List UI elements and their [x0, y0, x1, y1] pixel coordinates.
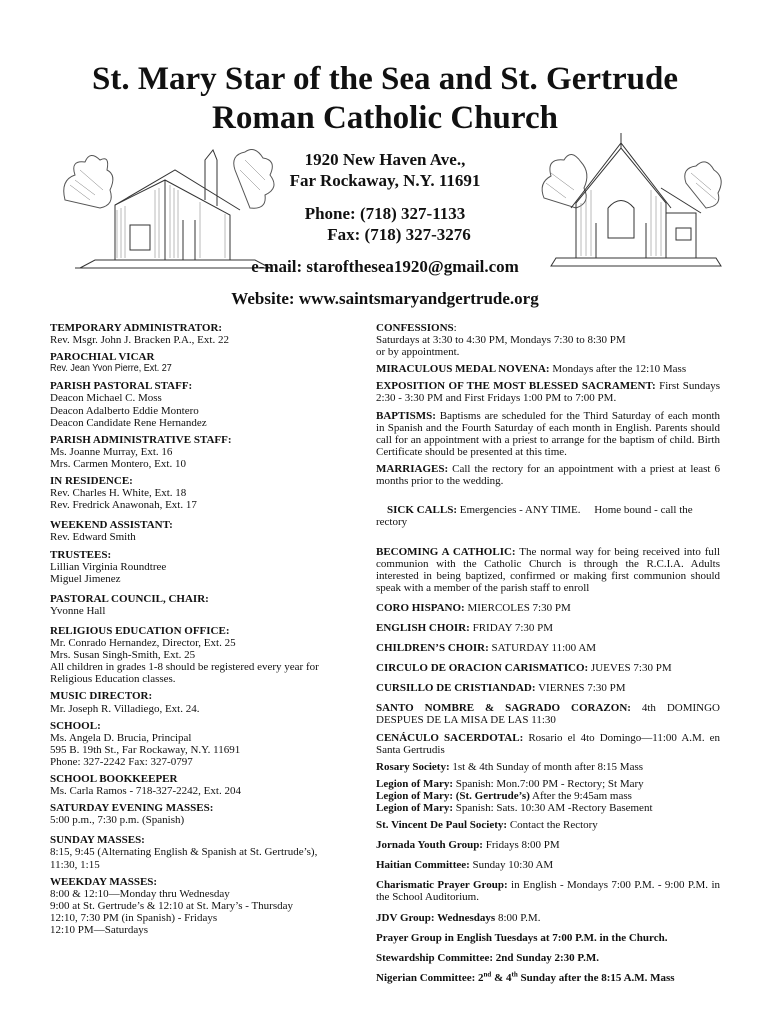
section-text: Deacon Adalberto Eddie Montero [50, 404, 199, 417]
section-text: Fridays 8:00 PM [482, 839, 560, 852]
section-label: PARISH ADMINISTRATIVE STAFF: [50, 433, 232, 446]
section-text: Rev. Jean Yvon Pierre, Ext. 27 [50, 363, 172, 375]
section-label: CORO HISPANO: [376, 601, 465, 614]
coro-hispano-section [376, 602, 720, 614]
section-text: 595 B. 19th St., Far Rockaway, N.Y. 11691 [50, 743, 241, 756]
section-text: Mrs. Susan Singh-Smith, Ext. 25 [50, 649, 196, 662]
website-link[interactable]: Website: www.saintsmaryandgertrude.org [231, 289, 539, 308]
section-text: Rev. Msgr. John J. Bracken P.A., Ext. 22 [50, 334, 229, 347]
vicar-section [50, 351, 350, 375]
section-text: Ms. Joanne Murray, Ext. 16 [50, 445, 173, 458]
rosary-section [376, 761, 720, 773]
section-text: Mr. Joseph R. Villadiego, Ext. 24. [50, 702, 200, 715]
fax: Fax: (718) 327-3276 [327, 225, 471, 244]
section-label: WEEKEND ASSISTANT: [50, 519, 173, 532]
section-label: MARRIAGES: [376, 462, 449, 475]
section-text: SATURDAY 11:00 AM [488, 642, 597, 655]
jornada-section [376, 839, 720, 851]
legion-of-mary-section [376, 778, 720, 814]
section-text: 11:30, 1:15 [50, 858, 100, 871]
residence-section [50, 475, 350, 511]
marriages-section [376, 463, 720, 487]
section-label: SICK CALLS: [387, 504, 457, 517]
stewardship-section [376, 952, 720, 964]
section-label: ENGLISH CHOIR: [376, 621, 470, 634]
administrative-staff-section [50, 434, 350, 470]
address-line1: 1920 New Haven Ave., [304, 150, 466, 169]
confessions-section: CONFESSIONS: Saturdays at 3:30 to 4:30 PM, Mondays 7:30 to 8:30 PM or by appointment. [376, 322, 720, 358]
weekday-masses-section [50, 876, 350, 936]
sunday-masses-section [50, 834, 350, 870]
church-name-line1: St. Mary Star of the Sea and St. Gertrude [91, 61, 678, 97]
section-text: Contact the Rectory [507, 819, 598, 832]
section-label: TEMPORARY ADMINISTRATOR: [50, 322, 223, 334]
section-text: Saturdays at 3:30 to 4:30 PM, Mondays 7:30 to 8:30 PM [376, 334, 626, 347]
bookkeeper-section [50, 773, 350, 797]
nigerian-section [376, 972, 720, 984]
sick-calls-section [376, 492, 720, 540]
cursillo-section [376, 682, 720, 694]
section-text: Religious Education classes. [50, 673, 176, 686]
section-text: Miguel Jimenez [50, 572, 121, 585]
circulo-section [376, 662, 720, 674]
section-text: After the 9:45am mass [529, 789, 632, 802]
section-text: 8:00 & 12:10—Monday thru Wednesday [50, 887, 230, 900]
section-text: Ms. Angela D. Brucia, Principal [50, 731, 192, 744]
baptisms-section [376, 410, 720, 458]
section-label: Legion of Mary: (St. Gertrude’s) [376, 789, 530, 802]
section-text: JUEVES 7:30 PM [588, 662, 672, 675]
section-label: Nigerian Committee: 2 [376, 971, 484, 984]
section-text: Spanish: Mon.7:00 PM - Rectory; St Mary [452, 777, 644, 790]
section-label: PAROCHIAL VICAR [50, 351, 155, 364]
music-director-section [50, 690, 350, 714]
section-label: JDV Group: Wednesdays [376, 911, 496, 924]
pastoral-staff-section [50, 380, 350, 428]
section-text: Rev. Edward Smith [50, 531, 136, 544]
section-text: Sunday 10:30 AM [469, 859, 554, 872]
section-text: Deacon Michael C. Moss [50, 392, 162, 405]
section-label: WEEKDAY MASSES: [50, 875, 158, 888]
section-label: SATURDAY EVENING MASSES: [50, 802, 214, 815]
section-label: & 4 [491, 971, 512, 984]
section-text: Rev. Fredrick Anawonah, Ext. 17 [50, 499, 197, 512]
charismatic-section [376, 879, 720, 903]
section-text: Spanish: Sats. 10:30 AM -Rectory Basement [452, 802, 653, 814]
section-label: BAPTISMS: [376, 409, 436, 422]
ordinal-suffix: th [511, 970, 518, 979]
cenaculo-section [376, 732, 720, 756]
section-label: CURSILLO DE CRISTIANDAD: [376, 682, 536, 695]
section-text: Mr. Conrado Hernandez, Director, Ext. 25 [50, 637, 236, 650]
section-text: MIERCOLES 7:30 PM [464, 601, 571, 614]
section-text: Yvonne Hall [50, 604, 106, 617]
section-label: EXPOSITION OF THE MOST BLESSED SACRAMENT: [376, 380, 656, 393]
section-label: CHILDREN’S CHOIR: [376, 642, 489, 655]
section-text: Deacon Candidate Rene Hernandez [50, 416, 207, 429]
section-label: Stewardship Committee: 2nd Sunday 2:30 P.M. [376, 951, 599, 964]
religious-education-section [50, 625, 350, 685]
section-label: Legion of Mary: [376, 802, 453, 814]
novena-section [376, 363, 720, 375]
section-text: Baptisms are scheduled for the Third Saturday of each month in Spanish and the Fourth Saturday of each month in English. Parents should call for an appointment with a priest to arrange for the baptism of child. Birth Certificate should be presented at this time. [376, 409, 720, 458]
section-label: CIRCULO DE ORACION CARISMATICO: [376, 662, 589, 675]
santo-nombre-section [376, 702, 720, 726]
section-text: Rev. Charles H. White, Ext. 18 [50, 487, 187, 500]
section-label: MUSIC DIRECTOR: [50, 690, 153, 703]
section-label: Haitian Committee: [376, 859, 470, 872]
becoming-catholic-section [376, 546, 720, 594]
section-label: Jornada Youth Group: [376, 839, 483, 852]
childrens-choir-section [376, 642, 720, 654]
email-link[interactable]: e-mail: starofthesea1920@gmail.com [251, 257, 519, 276]
section-label: PASTORAL COUNCIL, CHAIR: [50, 592, 209, 605]
section-text: Phone: 327-2242 Fax: 327-0797 [50, 755, 193, 768]
section-label: SANTO NOMBRE & SAGRADO CORAZON: [376, 702, 631, 715]
section-text: VIERNES 7:30 PM [535, 682, 626, 695]
weekend-assistant-section [50, 519, 350, 543]
haitian-section [376, 859, 720, 871]
section-text: 12:10, 7:30 PM (in Spanish) - Fridays [50, 911, 218, 924]
section-label: St. Vincent De Paul Society: [376, 819, 508, 832]
left-column [50, 322, 350, 941]
section-text: or by appointment. [376, 346, 460, 359]
trustees-section [50, 549, 350, 585]
ordinal-suffix: nd [483, 970, 492, 979]
section-text: Emergencies - ANY TIME. Home bound - call the rectory [376, 504, 696, 529]
section-label: IN RESIDENCE: [50, 475, 133, 488]
section-text: FRIDAY 7:30 PM [469, 621, 554, 634]
section-label: CONFESSIONS [376, 322, 454, 334]
section-text: 1st & 4th Sunday of month after 8:15 Mass [449, 760, 644, 773]
section-text: Ms. Carla Ramos - 718-327-2242, Ext. 204 [50, 785, 241, 798]
address-line2: Far Rockaway, N.Y. 11691 [289, 171, 481, 190]
section-text: Mrs. Carmen Montero, Ext. 10 [50, 457, 186, 470]
administrator-section [50, 322, 350, 346]
section-label: Legion of Mary: [376, 777, 453, 790]
section-text: All children in grades 1-8 should be registered every year for [50, 661, 319, 674]
section-label: Prayer Group in English Tuesdays at 7:00 P.M. in the Church. [376, 931, 668, 944]
section-text: Mondays after the 12:10 Mass [549, 363, 687, 376]
school-section [50, 720, 350, 768]
exposition-section [376, 380, 720, 404]
section-text: Lillian Virginia Roundtree [50, 560, 167, 573]
section-label: BECOMING A CATHOLIC: [376, 545, 516, 558]
section-label: Rosary Society: [376, 760, 450, 773]
phone: Phone: (718) 327-1133 [304, 204, 466, 223]
church-name-line2: Roman Catholic Church [212, 100, 558, 136]
section-label: SCHOOL BOOKKEEPER [50, 773, 178, 785]
section-text: 5:00 p.m., 7:30 p.m. (Spanish) [50, 814, 185, 827]
section-text: 9:00 at St. Gertrude’s & 12:10 at St. Mary’s - Thursday [50, 899, 293, 912]
section-text: The normal way for being received into full communion with the Catholic Church is through the R.C.I.A. Adults interested in being baptized, confirmed or making first communion should speak with a member of the parish staff to enroll [376, 545, 720, 594]
section-label: PARISH PASTORAL STAFF: [50, 380, 193, 393]
prayer-group-section [376, 932, 720, 944]
section-text: 12:10 PM—Saturdays [50, 924, 149, 937]
section-text: 8:00 P.M. [495, 911, 541, 924]
section-label: MIRACULOUS MEDAL NOVENA: [376, 363, 550, 376]
section-label: TRUSTEES: [50, 548, 112, 561]
section-text: in English - Mondays 7:00 P.M. - 9:00 P.M. in the School Auditorium. [376, 879, 720, 904]
right-column [376, 322, 720, 989]
section-text: Rosario el 4to Domingo—11:00 A.M. en Santa Gertrudis [376, 731, 721, 756]
section-label: Sunday after the 8:15 A.M. Mass [517, 971, 675, 984]
section-label: RELIGIOUS EDUCATION OFFICE: [50, 624, 230, 637]
section-text: First Sundays 2:30 - 3:30 PM and First Fridays 1:00 PM to 7:00 PM. [376, 380, 720, 405]
st-vincent-section [376, 819, 720, 831]
section-label: SUNDAY MASSES: [50, 834, 145, 847]
english-choir-section [376, 622, 720, 634]
section-text: Call the rectory for an appointment with a priest at least 6 months prior to the wedding. [376, 462, 720, 488]
pastoral-council-section [50, 593, 350, 617]
section-label: CENÁCULO SACERDOTAL: [376, 731, 524, 744]
section-label: SCHOOL: [50, 719, 101, 732]
section-label: Charismatic Prayer Group: [376, 879, 508, 892]
jdv-section [376, 912, 720, 924]
saturday-masses-section [50, 802, 350, 826]
section-text: 8:15, 9:45 (Alternating English & Spanish at St. Gertrude’s), [50, 846, 318, 859]
section-text: 4th DOMINGO DESPUES DE LA MISA DE LAS 11:30 [376, 702, 720, 727]
